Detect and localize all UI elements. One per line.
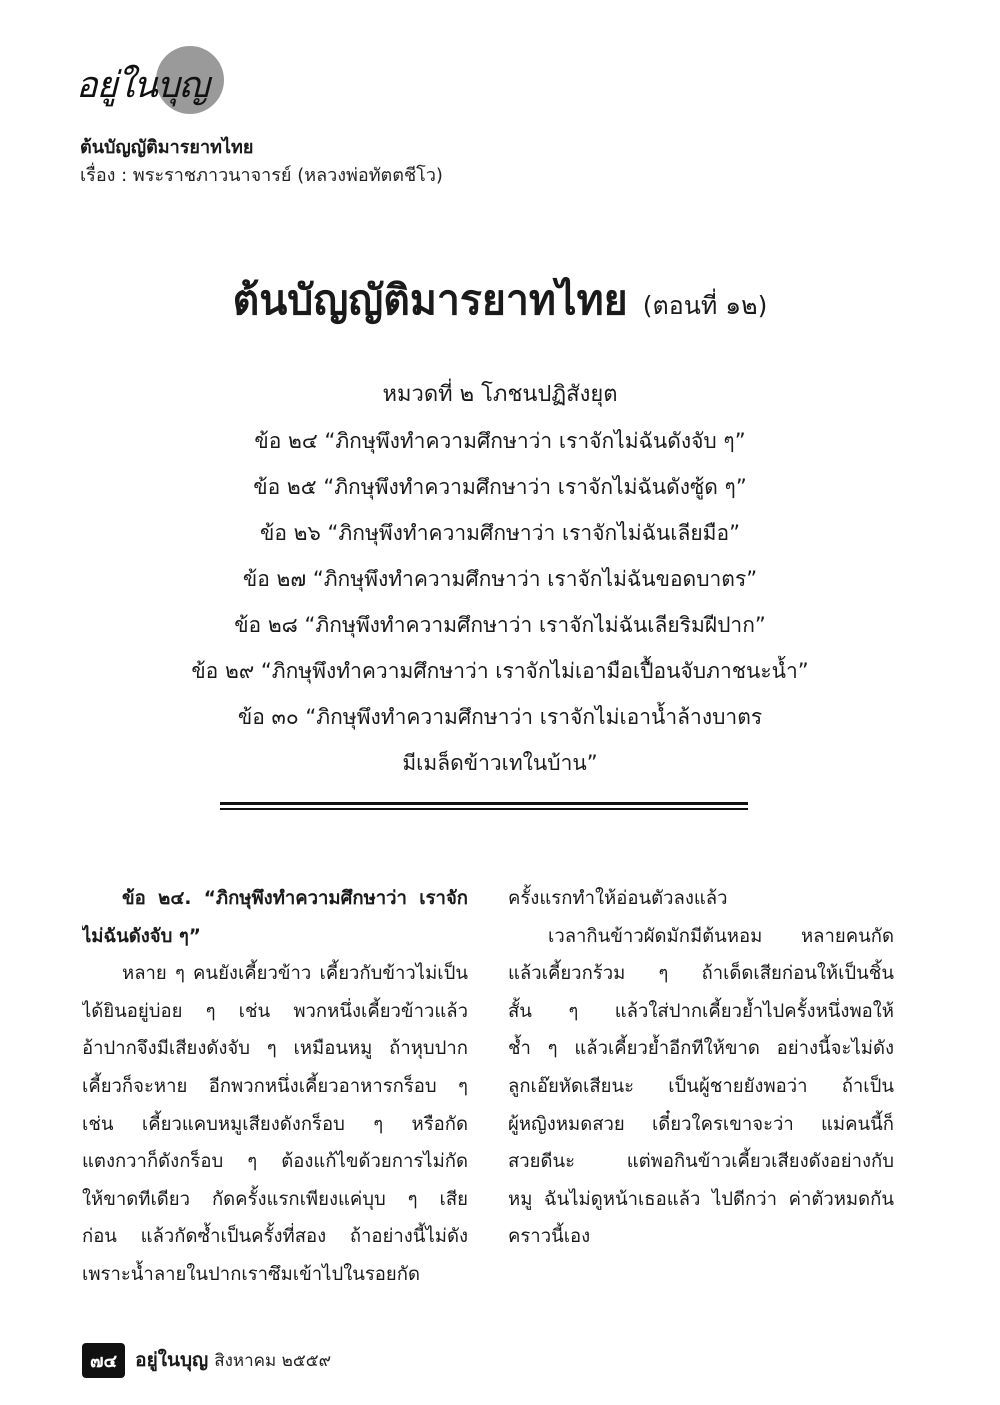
rule-item: ข้อ ๒๘ “ภิกษุพึงทำความศึกษาว่า เราจักไม่ฉันเลียริมฝีปาก”	[234, 613, 766, 637]
body-line: สั้น ๆ แล้วใส่ปากเคี้ยวย้ำไปครั้งหนึ่งพอให้	[508, 1000, 894, 1022]
body-line: สวยดีนะ แต่พอกินข้าวเคี้ยวเสียงดังอย่างกับ	[508, 1151, 894, 1173]
body-line: ผู้หญิงหมดสวย เดี๋ยวใครเขาจะว่า แม่คนนี้ก็	[508, 1113, 894, 1135]
logo-text: อยู่ในบุญ	[76, 65, 209, 106]
rule-item: ข้อ ๒๔ “ภิกษุพึงทำความศึกษาว่า เราจักไม่ฉันดังจับ ๆ”	[254, 429, 746, 453]
body-line: ไม่ฉันดังจับ ๆ”	[82, 925, 201, 947]
body-line: ลูกเอ๊ยหัดเสียนะ เป็นผู้ชายยังพอว่า ถ้าเป็น	[508, 1075, 894, 1097]
footer-magazine-name: อยู่ในบุญ	[135, 1349, 209, 1371]
body-line: ข้อ ๒๔. “ภิกษุพึงทำความศึกษาว่า เราจัก	[122, 888, 468, 909]
article-title	[0, 268, 1000, 333]
rules-heading: หมวดที่ ๒ โภชนปฏิสังยุต	[382, 382, 618, 407]
rule-item: ข้อ ๓๐ “ภิกษุพึงทำความศึกษาว่า เราจักไม่เอาน้ำล้างบาตร	[237, 705, 763, 729]
rule-item: ข้อ ๒๗ “ภิกษุพึงทำความศึกษาว่า เราจักไม่ฉันขอดบาตร”	[242, 567, 758, 591]
body-line: หลาย ๆ คนยังเคี้ยวข้าว เคี้ยวกับข้าวไม่เป็น	[122, 963, 468, 985]
body-line: เช่น เคี้ยวแคบหมูเสียงดังกร็อบ ๆ หรือกัด	[82, 1113, 468, 1135]
body-line: เคี้ยวก็จะหาย อีกพวกหนึ่งเคี้ยวอาหารกร็อบ ๆ	[82, 1075, 468, 1097]
body-column-left	[82, 880, 468, 1294]
page-number: ๗๔	[82, 1343, 125, 1378]
rule-item: ข้อ ๒๖ “ภิกษุพึงทำความศึกษาว่า เราจักไม่ฉันเลียมือ”	[260, 521, 740, 545]
double-rule-divider	[220, 802, 748, 810]
magazine-logo	[76, 44, 226, 122]
section-label: ต้นบัญญัติมารยาทไทย	[80, 137, 254, 158]
body-line: เวลากินข้าวผัดมักมีต้นหอม หลายคนกัด	[548, 925, 894, 947]
body-line: ได้ยินอยู่บ่อย ๆ เช่น พวกหนึ่งเคี้ยวข้าวแล้ว	[82, 1000, 468, 1022]
title-main: ต้นบัญญัติมารยาทไทย	[232, 276, 628, 324]
body-line: อ้าปากจึงมีเสียงดังจับ ๆ เหมือนหมู ถ้าหุบปาก	[82, 1038, 468, 1060]
body-line: แตงกวาก็ดังกร็อบ ๆ ต้องแก้ไขด้วยการไม่กัด	[82, 1151, 468, 1173]
author-byline: เรื่อง : พระราชภาวนาจารย์ (หลวงพ่อทัตตชีโว)	[80, 165, 443, 186]
body-line: ครั้งแรกทำให้อ่อนตัวลงแล้ว	[508, 888, 728, 909]
body-column-right	[508, 880, 894, 1256]
footer-issue-date: สิงหาคม ๒๕๕๙	[214, 1350, 332, 1371]
body-line: คราวนี้เอง	[508, 1226, 591, 1248]
rules-block	[0, 372, 1000, 786]
page-footer	[82, 1345, 331, 1375]
rule-item-continuation: มีเมล็ดข้าวเทในบ้าน”	[402, 751, 598, 775]
body-line: เพราะน้ำลายในปากเราซึมเข้าไปในรอยกัด	[82, 1263, 420, 1285]
body-line: ช้ำ ๆ แล้วเคี้ยวย้ำอีกทีให้ขาด อย่างนี้จะไม่ดัง	[508, 1038, 894, 1060]
body-line: แล้วเคี้ยวกร้วม ๆ ถ้าเด็ดเสียก่อนให้เป็นชิ้น	[508, 963, 894, 985]
body-line: ให้ขาดทีเดียว กัดครั้งแรกเพียงแค่บุบ ๆ เสีย	[82, 1188, 468, 1210]
rule-item: ข้อ ๒๙ “ภิกษุพึงทำความศึกษาว่า เราจักไม่เอามือเปื้อนจับภาชนะน้ำ”	[191, 659, 809, 683]
body-line: ก่อน แล้วกัดซ้ำเป็นครั้งที่สอง ถ้าอย่างนี้ไม่ดัง	[82, 1226, 468, 1248]
rule-item: ข้อ ๒๕ “ภิกษุพึงทำความศึกษาว่า เราจักไม่ฉันดังซู้ด ๆ”	[253, 475, 747, 499]
body-line: หมู ฉันไม่ดูหน้าเธอแล้ว ไปดีกว่า ค่าตัวหมดกัน	[508, 1188, 894, 1210]
title-part: (ตอนที่ ๑๒)	[642, 291, 768, 320]
